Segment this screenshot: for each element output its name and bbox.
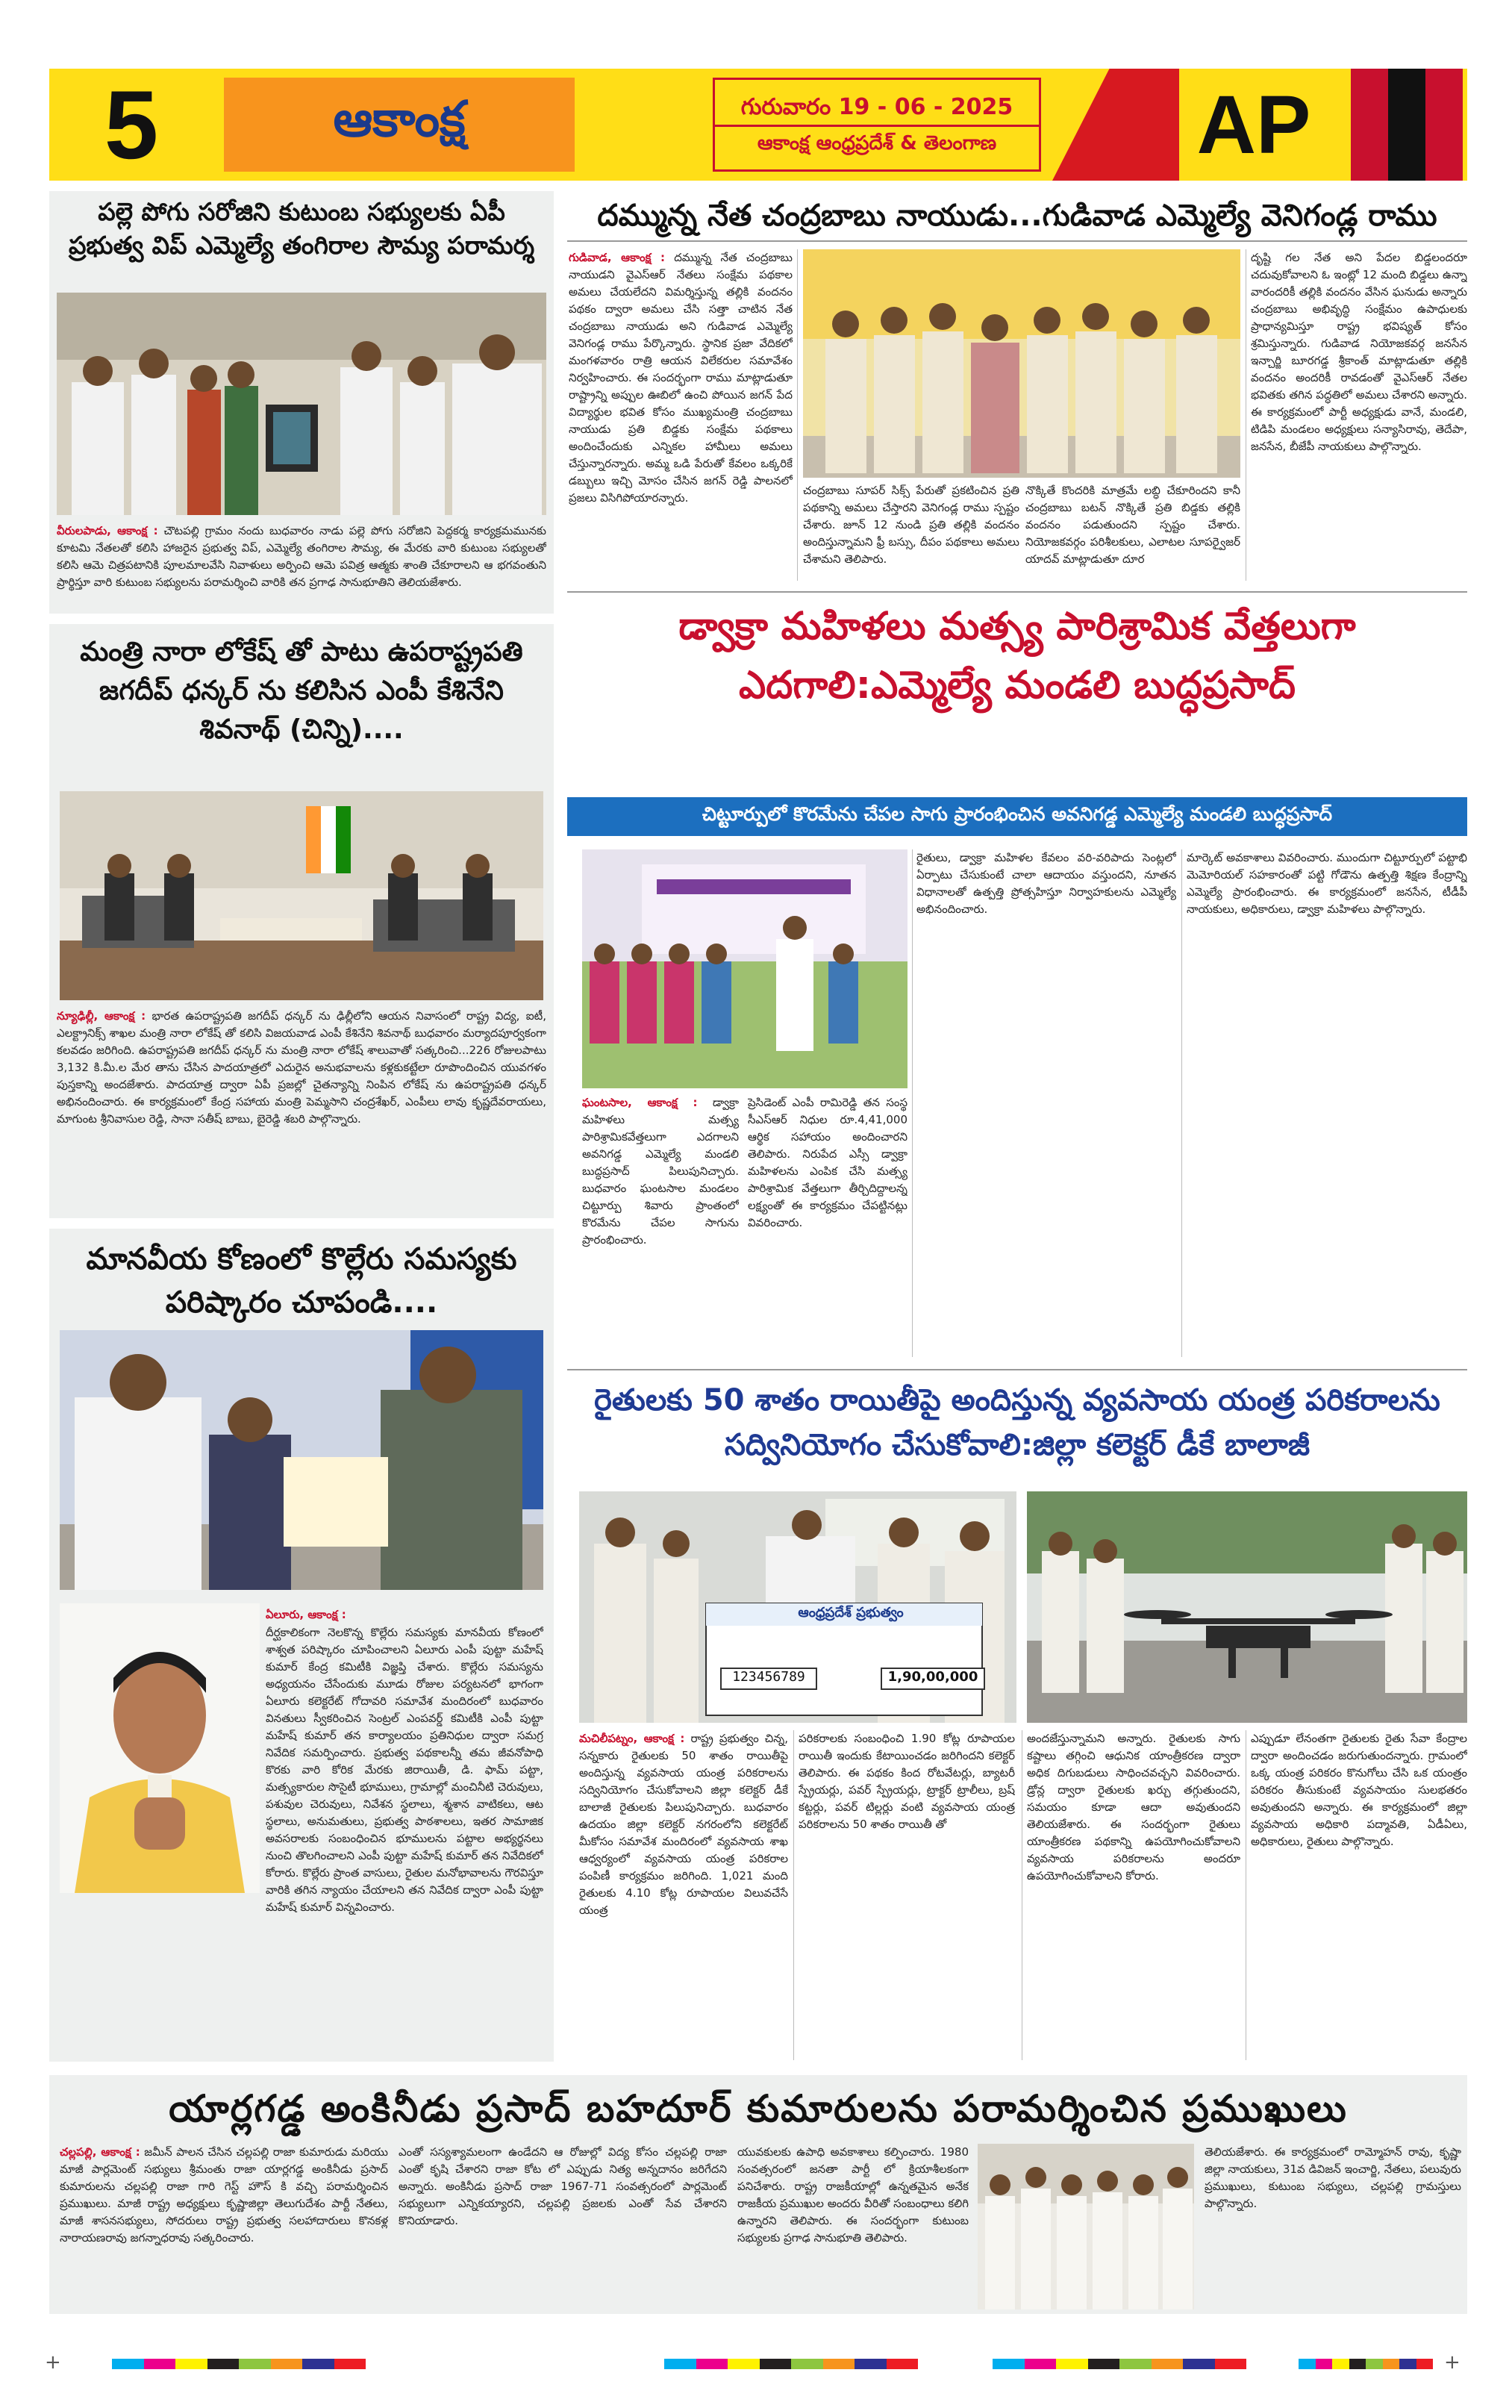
colour-swatch [1183, 2359, 1215, 2369]
colour-swatch [728, 2359, 760, 2369]
story-5-strap: చిట్టూర్పులో కొరమేను చేపల సాగు ప్రారంభించిన అవనిగడ్డ ఎమ్మెల్యే మండలి బుద్ధప్రసాద్ [567, 797, 1467, 836]
colour-calibration-bar [112, 2359, 366, 2369]
colour-swatch [1399, 2359, 1416, 2369]
colour-swatch [1316, 2359, 1333, 2369]
story-5-col-1 [582, 1094, 739, 1357]
story-7-col-2: ఎంతో సస్యశ్యామలంగా ఉండేదని ఆ రోజుల్లో విద్య కోసం చల్లపల్లి రాజా ఎంతో కృషి చేశారని రాజా కోట లో ఎప్పుడు నిత్య అన్నదానం జరిగేదని అన్నారు. అంకినీడు ప్రసాద్ రాజా 1967-71 సంవత్సరంలో పార్లమెంట్ సభ్యులుగా ఎన్నికయ్యారని, చల్లపల్లి ప్రజలకు ఎంతో సేవ చేశారని కొనియాడారు. [399, 2145, 727, 2227]
story-6-col-2: పరికరాలకు సంబంధించి 1.90 కోట్ల రూపాయల రాయితీ ఇందుకు కేటాయించడం జరిగిందని కలెక్టర్ తెలిపారు. ఈ పథకం కింద రోటవేటర్లు, బ్యాటరీ స్ప్రేయర్లు, పవర్ స్ప్రేయర్లు, ట్రాక్టర్ ట్రాలీలు, బ్రష్ కట్టర్లు, పవర్ టిల్లర్లు వంటి వ్యవసాయ యంత్ర పరికరాలను 50 శాతం రాయితీ తో [799, 1732, 1015, 1831]
story-6-text-1: రాష్ట్ర ప్రభుత్వం చిన్న, సన్నకారు రైతులకు 50 శాతం రాయితీపై అందిస్తున్న వ్యవసాయ యంత్ర పరికరాలను సద్వినియోగం చేసుకోవాలని జిల్లా కలెక్టర్ డీకే బాలాజీ రైతులకు పిలుపునిచ్చారు. బుధవారం ఉదయం జిల్లా కలెక్టర్ నగరంలోని కలెక్టరేట్ మీకోసం సమావేశ మందిరంలో వ్యవసాయ శాఖ ఆధ్వర్యంలో వ్యవసాయ యంత్ర పరికరాల పంపిణీ కార్యక్రమం జరిగింది. 1,021 మంది రైతులకు 4.10 కోట్ల రూపాయల విలువచేసే యంత్ర [579, 1732, 788, 1917]
colour-swatch [823, 2359, 855, 2369]
logo-text: ఆకాంక్ష [333, 90, 466, 148]
story-7-col-3: యువకులకు ఉపాధి అవకాశాలు కల్పించారు. 1980 సంవత్సరంలో జనతా పార్టీ లో క్రియాశీలకంగా పనిచేశారు. రాష్ట్ర రాజకీయాల్లో ఉన్నతమైన అనేక రాజకీయ ప్రముఖుల అందరు వీరితో సంబంధాలు కలిగి ఉన్నారని తెలిపారు. ఈ సందర్భంగా కుటుంబ సభ్యులకు ప్రగాఢ సానుభూతి తెలిపారు. [737, 2145, 969, 2245]
story-6-col-1 [579, 1730, 788, 2060]
story-5-headline[interactable]: డ్వాక్రా మహిళలు మత్స్య పారిశ్రామిక వేత్తలుగా ఎదగాలి:ఎమ్మెల్యే మండలి బుద్ధప్రసాద్ [678, 605, 1356, 708]
story-5-col-4: మార్కెట్ అవకాశాలు వివరించారు. ముందుగా చిట్టూర్పులో పట్టాభి మెమోరియల్ సహకారంతో పట్టి గోడౌను ఉత్పత్తి శిక్షణ కేంద్రాన్ని ఎమ్మెల్యే ప్రారంభించారు. ఈ కార్యక్రమంలో జనసేన, టీడీపీ నాయకులు, అధికారులు, డ్వాక్రా మహిళలు పాల్గొన్నారు. [1187, 851, 1467, 916]
page-number: 5 [104, 70, 159, 179]
cheque-number: 123456789 [720, 1668, 817, 1690]
colour-swatch [1383, 2359, 1400, 2369]
story-5-col-3: రైతులు, డ్వాక్రా మహిళల కేవలం వరి-వరిపాదు సెంట్లలో ఏర్పాటు చేసుకుంటే చాలా ఆదాయం వస్తుందని, నూతన విధానాలతో ఉత్పత్తి ప్రోత్సహిస్తూ నిర్వాహకులను ఎమ్మెల్యే అభినందించారు. [916, 851, 1176, 916]
story-5-dateline: ఘంటసాల, ఆకాంక్ష : [582, 1096, 698, 1109]
registration-mark-left: + [45, 2351, 61, 2374]
story-5-text-1: డ్వాక్రా మహిళలు మత్స్య పారిశ్రామికవేత్తలుగా ఎదగాలని అవనిగడ్డ ఎమ్మెల్యే మండలి బుద్ధప్రసాద్ పిలుపునిచ్చారు. బుధవారం ఘంటసాల మండలం చిట్టూర్పు శివారు ప్రాంతంలో కొరమేను చేపల సాగును ప్రారంభించారు. [582, 1096, 739, 1247]
newspaper-logo[interactable] [224, 78, 575, 172]
colour-swatch [1366, 2359, 1383, 2369]
column-rule [797, 249, 798, 581]
issue-date: గురువారం 19 - 06 - 2025 [740, 93, 1013, 120]
story-1-headline[interactable]: పల్లె పోగు సరోజిని కుటుంబ సభ్యులకు ఏపీ ప్రభుత్వ విప్ ఎమ్మెల్యే తంగిరాల సౌమ్య పరామర్శ [68, 197, 535, 260]
story-4-text-1: దమ్మున్న నేత చంద్రబాబు నాయుడని వైఎస్ఆర్ నేతలు సంక్షేమ పథకాల అమలు చేయలేదని విమర్శిస్తున్న తల్లికి వందనం పథకం ద్వారా అమలు చేసి సత్తా చాటిన నేత చంద్రబాబు నాయుడు అని గుడివాడ ఎమ్మెల్యే వెనిగండ్ల రాము పేర్కొన్నారు. స్థానిక ప్రజా వేదికలో మంగళవారం రాత్రి ఆయన విలేకరుల సమావేశం నిర్వహించారు. ఈ సందర్భంగా రాము మాట్లాడుతూ రాష్ట్రాన్ని అప్పుల ఊబిలో ఉంచి పోయిన జగన్ పేద విద్యార్థుల భవిత కోసం ముఖ్యమంత్రి చంద్రబాబు నాయుడు ప్రతి బిడ్డకు సంక్షేమ పథకాలు అందించేందుకు ఎన్నికల హామీలు అమలు చేస్తున్నారన్నారు. అమ్మ ఒడి పేరుతో కేవలం ఒక్కరికే డబ్బులు ఇచ్చి మోసం చేసిన జగన్ రెడ్డి పాలనలో ప్రజలు విసిగిపోయారన్నారు. [569, 251, 793, 505]
column-rule [912, 849, 913, 1357]
story-2-photo [60, 791, 543, 1000]
colour-swatch [887, 2359, 919, 2369]
colour-swatch [855, 2359, 887, 2369]
story-1-text: చౌటపల్లి గ్రామం నందు బుధవారం నాడు పల్లె పోగు సరోజిని పెద్దకర్మ కార్యక్రమమునకు కూటమి నేతలతో కలిసి హాజరైన ప్రభుత్వ విప్, ఎమ్మెల్యే తంగిరాల సౌమ్య, ఈ మేరకు వారి కుటుంబ సభ్యులతో కలిసి ఆమె చిత్రపటానికి పూలమాలవేసి నివాళులు అర్పించి ఆమె పవిత్ర ఆత్మకు శాంతి చేకూరాలని ఆ భగవంతుని ప్రార్థిస్తూ వారి కుటుంబ సభ్యులను పరామర్శించి వారికి తన ప్రగాఢ సానుభూతిని తెలియజేశారు. [57, 524, 546, 589]
colour-swatch [334, 2359, 366, 2369]
mp-portrait-photo [60, 1603, 260, 1893]
story-2-dateline: న్యూఢిల్లీ, ఆకాంక్ష : [57, 1009, 146, 1023]
story-1-photo [57, 293, 546, 515]
colour-swatch [1119, 2359, 1152, 2369]
colour-swatch [993, 2359, 1025, 2369]
story-1-dateline: వీరులపాడు, ఆకాంక్ష : [57, 524, 158, 537]
story-3-photo [60, 1330, 543, 1590]
story-3-dateline: ఏలూరు, ఆకాంక్ష : [266, 1608, 346, 1621]
colour-swatch [1088, 2359, 1120, 2369]
cheque-title: ఆంధ్రప్రదేశ్ ప్రభుత్వం [798, 1605, 904, 1621]
story-4-dateline: గుడివాడ, ఆకాంక్ష : [569, 251, 666, 264]
colour-swatch [271, 2359, 303, 2369]
colour-calibration-bar [993, 2359, 1246, 2369]
flag-graphic [1351, 69, 1463, 181]
story-7-text-1: జమీన్ పాలన చేసిన చల్లపల్లి రాజా కుమారుడు మరియు మాజీ పార్లమెంట్ సభ్యులు శ్రీమంతు రాజా యార్లగడ్డ అంకినీడు ప్రసాద్ కుమారులను చల్లపల్లి రాజా గారి గెస్ట్ హౌస్ కి వచ్చి పరామర్శించిన ప్రముఖులు. మాజీ రాష్ట్ర అధ్యక్షులు కృష్ణాజిల్లా తెలుగుదేశం పార్టీ నేతలు, మాజీ శాసనసభ్యులు, సోదరులు రాష్ట్ర ప్రభుత్వ సలహాదారులు కొనకళ్ల నారాయణరావు జగన్నాధరావు సత్కరించారు. [60, 2145, 388, 2245]
colour-swatch [1332, 2359, 1349, 2369]
cheque-amount: 1,90,00,000 [881, 1668, 985, 1690]
story-7-headline[interactable]: యార్లగడ్డ అంకినీడు ప్రసాద్ బహదూర్ కుమారులను పరామర్శించిన ప్రముఖులు [169, 2087, 1348, 2130]
story-2-headline[interactable]: మంత్రి నారా లోకేష్ తో పాటు ఉపరాష్ట్రపతి జగదీప్ ధన్కర్ ను కలిసిన ఎంపీ కేశినేని శివనాథ్ (చిన్ని).... [80, 637, 523, 746]
colour-swatch [760, 2359, 792, 2369]
story-4-col-2: చంద్రబాబు సూపర్ సిక్స్ పేరుతో ప్రకటించిన ప్రతి పథకాన్ని అమలు చేస్తారని వెనిగండ్ల రాము స్పష్టం చేశారు. జూన్ 12 నుండి ప్రతి తల్లికి వందనం అందిస్తున్నామని ఫ్రీ బస్సు, దీపం పథకాలు అమలు చేశామని తెలిపారు. [803, 484, 1019, 566]
story-7-col-1 [60, 2144, 388, 2309]
story-4-col-1 [569, 249, 793, 581]
colour-swatch [207, 2359, 240, 2369]
colour-swatch [112, 2359, 144, 2369]
story-4-rule [567, 240, 1467, 242]
colour-swatch [664, 2359, 696, 2369]
story-6-col-4: ఎప్పుడూ లేనంతగా రైతులకు రైతు సేవా కేంద్రాల ద్వారా అందించడం జరుగుతుందన్నారు. గ్రామంలో ఒక్క యంత్ర పరికరం కొనుగోలు చేసి ఒక యంత్రం పరికరం తీసుకుంటే వ్యవసాయం సులభతరం అవుతుందని అన్నారు. ఈ కార్యక్రమంలో జిల్లా వ్యవసాయ అధికారి పద్మావతి, ఏడీఏలు, అధికారులు, రైతులు పాల్గొన్నారు. [1251, 1732, 1467, 1848]
colour-swatch [696, 2359, 728, 2369]
section-rule [567, 1369, 1467, 1370]
story-6-dateline: మచిలీపట్నం, ఆకాంక్ష : [579, 1732, 685, 1745]
colour-swatch [1025, 2359, 1057, 2369]
date-box [713, 78, 1041, 172]
colour-swatch [1152, 2359, 1184, 2369]
story-4-headline[interactable]: దమ్మున్న నేత చంద్రబాబు నాయుడు...గుడివాడ ఎమ్మెల్యే వెనిగండ్ల రాము [597, 199, 1437, 233]
story-3-body: దీర్ఘకాలికంగా నెలకొన్న కొల్లేరు సమస్యకు మానవీయ కోణంలో శాశ్వత పరిష్కారం చూపించాలని ఏలూరు ఎంపీ పుట్టా మహేష్ కుమార్ కేంద్ర కమిటీకి విజ్ఞప్తి చేశారు. కొల్లేరు సమస్యను అధ్యయనం చేసేందుకు మూడు రోజుల పర్యటనలో భాగంగా ఏలూరు కలెక్టరేట్ గోదావరి సమావేశ మందిరంలో బుధవారం వినతులు స్వీకరించిన సెంట్రల్ ఎంపవర్డ్ కమిటీకి ఎంపీ పుట్టా మహేష్ కుమార్ తన కార్యాలయం ప్రతినిధుల ద్వారా సమగ్ర నివేదిక సమర్పించారు. ప్రభుత్వ పథకాలన్నీ తమ జీవనోపాధి కొరకు వారి కోరిక మేరకు జిరాయితీ, డి. ఫామ్ పట్టా, మత్స్యకారుల సొసైటీ భూములు, గ్రామాల్లో మంచినీటి చెరువులు, పశువుల చెరువులు, నివేశన స్థలాలు, శ్మశాన వాటికలు, ఆట స్థలాలు, అనుమతులు, ప్రభుత్వ పాఠశాలలు, ఇతర సామాజిక అవసరాలకు సంబంధించిన భూములను పట్టాల అభ్యర్థనలు నుంచి తొలగించాలని ఎంపీ పుట్టా మహేష్ కుమార్ తన నివేదికలో కోరారు. కొల్లేరు ప్రాంత వాసులు, రైతుల మనోభావాలను గౌరవిస్తూ వారికి తగిన న్యాయం చేయాలని తన నివేదిక ద్వారా ఎంపీ పుట్టా మహేష్ కుమార్ విన్నవించారు. [266, 1626, 543, 1914]
colour-swatch [1416, 2359, 1434, 2369]
section-label: AP [1196, 78, 1311, 171]
column-rule [793, 1730, 794, 2060]
registration-mark-right: + [1444, 2351, 1461, 2374]
story-4-col-4: దృష్టి గల నేత అని పేదల బిడ్డలందరూ చదువుకోవాలని ఓ ఇంట్లో 12 మంది బిడ్డలు ఉన్నా వారందరికీ తల్లికి వందనం వేసిన ఘనుడు అన్నారు చంద్రబాబు అభివృద్ధి సంక్షేమం ఉపాధులకు ప్రాధాన్యమిస్తూ రాష్ట్ర భవిష్యత్ కోసం శ్రమిస్తున్నారు. గుడివాడ నియోజకవర్గ జనసేన ఇన్చార్జి బూరగడ్డ శ్రీకాంత్ మాట్లాడుతూ తల్లికి వందనం అందరికీ రావడంతో వైఎస్ఆర్ నేతల భవితకు తగిన పద్ధతిలో అమలు చేశారని అన్నారు. ఈ కార్యక్రమంలో పార్టీ అధ్యక్షుడు వానే, మండలి, టిడిపి మండలం అధ్యక్షులు సన్యాసిరావు, తెదేపా, జనసేన, బీజేపీ నాయకులు పాల్గొన్నారు. [1251, 251, 1467, 453]
story-4-photo [803, 249, 1240, 478]
story-4-col-3: నొక్కితే కొందరికి మాత్రమే లబ్ధి చేకూరిందని కానీ చంద్రబాబు బటన్ నొక్కితే ప్రతి బిడ్డకు తల్లికి వందనం పడుతుందని స్పష్టం చేశారు. నియోజకవర్గం పరిశీలకులు, ఎలాటల సూపర్వైజర్ యాదవ్ మాట్లాడుతూ దూర [1025, 484, 1240, 566]
story-6-headline[interactable]: రైతులకు 50 శాతం రాయితీపై అందిస్తున్న వ్యవసాయ యంత్ర పరికరాలను సద్వినియోగం చేసుకోవాలి:జిల్లా కలెక్టర్ డీకే బాలాజీ [594, 1383, 1440, 1462]
story-5-col-2: ప్రెసిడెంట్ ఎంపీ రామిరెడ్డి తన సంస్థ సీఎస్ఆర్ నిధుల రూ.4,41,000 ఆర్థిక సహాయం అందించారని తెలిపారు. నిరుపేద ఎస్సీ డ్వాక్రా మహిళలను ఎంపిక చేసి మత్స్య పారిశ్రామిక వేత్తలుగా తీర్చిదిద్దాలన్న లక్ష్యంతో ఈ కార్యక్రమం చేపట్టినట్లు వివరించారు. [748, 1096, 907, 1229]
story-2-body [57, 1008, 546, 1215]
column-rule [1181, 849, 1182, 1357]
edition-name: ఆకాంక్ష ఆంధ్రప్రదేశ్ & తెలంగాణ [715, 125, 1039, 160]
story-1-body [57, 523, 546, 611]
colour-swatch [1215, 2359, 1247, 2369]
colour-swatch [175, 2359, 207, 2369]
story-3-headline[interactable]: మానవీయ కోణంలో కొల్లేరు సమస్యకు పరిష్కారం చూపండి.... [86, 1242, 517, 1320]
colour-swatch [791, 2359, 823, 2369]
colour-calibration-bar [1299, 2359, 1433, 2369]
story-7-dateline: చల్లపల్లి, ఆకాంక్ష : [60, 2145, 140, 2159]
story-7-col-4: తెలియజేశారు. ఈ కార్యక్రమంలో రామ్మోహన్ రావు, కృష్ణా జిల్లా నాయకులు, 31వ డివిజన్ ఇంచార్జి, నేతలు, పలువురు ప్రముఖులు, కుటుంబ సభ్యులు, చల్లపల్లి గ్రామస్తులు పాల్గొన్నారు. [1205, 2145, 1461, 2210]
story-7-photo [978, 2144, 1194, 2309]
colour-swatch [144, 2359, 176, 2369]
story-6-col-3: అందజేస్తున్నామని అన్నారు. రైతులకు సాగు కష్టాలు తగ్గించి ఆధునిక యాంత్రీకరణ ద్వారా అధిక దిగుబడులు సాధించవచ్చని వివరించారు. డ్రోన్ల ద్వారా రైతులకు ఖర్చు తగ్గుతుందని, సమయం కూడా ఆదా అవుతుందని తెలియజేశారు. ఈ సందర్భంగా రైతులు యాంత్రీకరణ పథకాన్ని ఉపయోగించుకోవాలని వ్యవసాయ పరికరాలను అందరూ ఉపయోగించుకోవాలని కోరారు. [1027, 1732, 1240, 1883]
colour-swatch [239, 2359, 271, 2369]
colour-calibration-bar [664, 2359, 918, 2369]
colour-swatch [1056, 2359, 1088, 2369]
story-2-text: భారత ఉపరాష్ట్రపతి జగదీప్ ధన్కర్ ను ఢిల్లీలోని ఆయన నివాసంలో రాష్ట్ర విద్య, ఐటీ, ఎలక్ట్రానిక్స్ శాఖల మంత్రి నారా లోకేష్ తో కలిసి విజయవాడ ఎంపీ కేశినేని శివనాథ్ బుధవారం మర్యాదపూర్వకంగా కలవడం జరిగింది. ఉపరాష్ట్రపతి జగదీప్ ధన్కర్ ను మంత్రి నారా లోకేష్ శాలువాతో సత్కరించి...226 రోజులపాటు 3,132 కి.మీ.ల మేర తాను చేసిన పాదయాత్రలో ఎదురైన అనుభవాలను కళ్లకుకట్టేలా రూపొందించిన యువగళం పుస్తకాన్ని అందజేశారు. పాదయాత్ర ద్వారా ఏపీ ప్రజల్లో చైతన్యాన్ని నింపిన లోకేష్ ను ఉపరాష్ట్రపతి ధన్కర్ అభినందించారు. ఈ కార్యక్రమంలో కేంద్ర సహాయ మంత్రి పెమ్మసాని చంద్రశేఖర్, ఎంపీలు లావు కృష్ణదేవరాయలు, మాగుంట శ్రీనివాసుల రెడ్డి, సానా సతీష్ బాబు, బైరెడ్డి శబరి పాల్గొన్నారు. [57, 1009, 546, 1126]
colour-swatch [1349, 2359, 1366, 2369]
story-5-photo [582, 849, 907, 1088]
section-rule [567, 591, 1467, 593]
story-6-photo-drone [1027, 1491, 1467, 1723]
colour-swatch [302, 2359, 334, 2369]
colour-swatch [1299, 2359, 1316, 2369]
